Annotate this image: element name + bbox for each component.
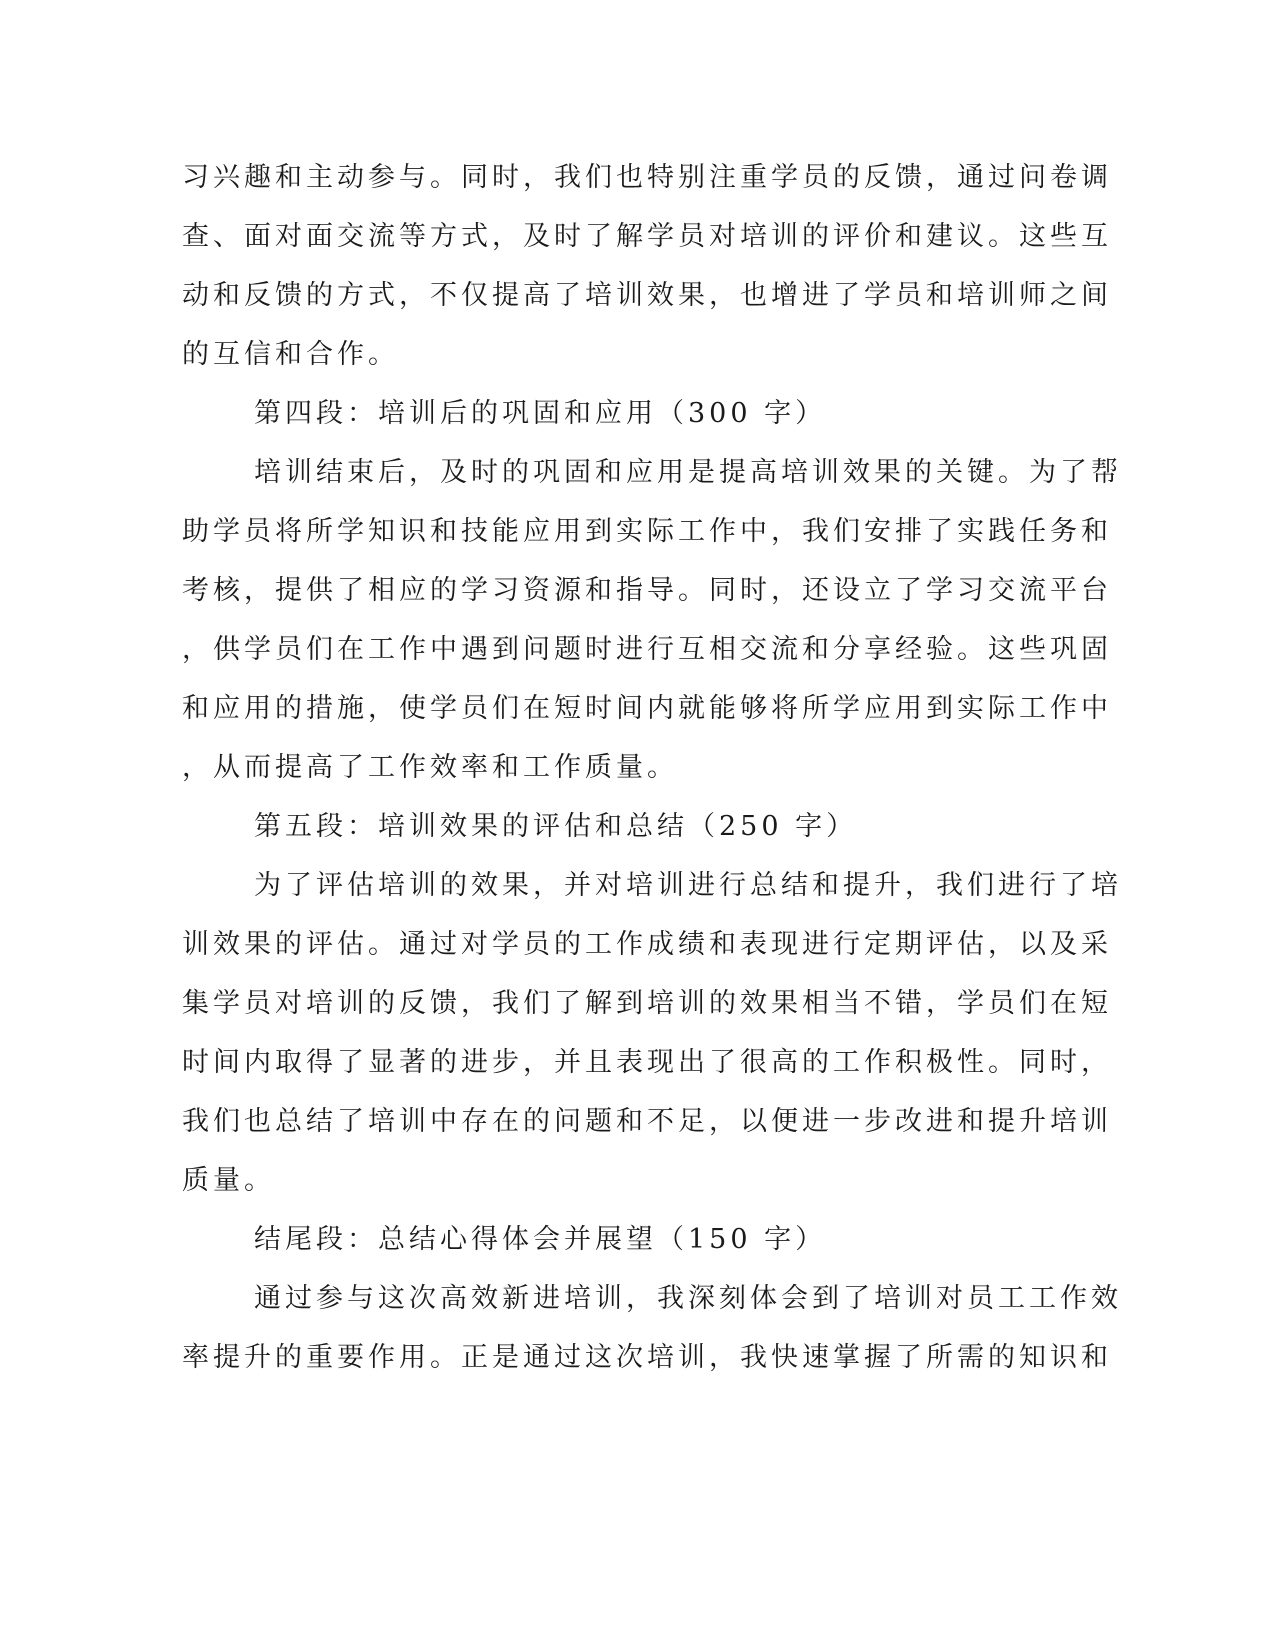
text-line-16: 质量。 <box>182 1165 275 1196</box>
text-line-8: ，供学员们在工作中遇到问题时进行互相交流和分享经验。这些巩固 <box>182 634 1112 665</box>
text-line-11: 为了评估培训的效果，并对培训进行总结和提升，我们进行了培 <box>254 870 1122 901</box>
section-heading-4: 第四段：培训后的巩固和应用（300 字） <box>254 398 827 429</box>
text-line-1: 习兴趣和主动参与。同时，我们也特别注重学员的反馈，通过问卷调 <box>182 162 1112 193</box>
text-line-5: 培训结束后，及时的巩固和应用是提高培训效果的关键。为了帮 <box>254 457 1122 488</box>
text-line-17: 通过参与这次高效新进培训，我深刻体会到了培训对员工工作效 <box>254 1283 1122 1314</box>
section-heading-ending: 结尾段：总结心得体会并展望（150 字） <box>254 1224 827 1255</box>
text-line-10: ，从而提高了工作效率和工作质量。 <box>182 752 678 783</box>
text-line-6: 助学员将所学知识和技能应用到实际工作中，我们安排了实践任务和 <box>182 516 1112 547</box>
text-line-7: 考核，提供了相应的学习资源和指导。同时，还设立了学习交流平台 <box>182 575 1112 606</box>
text-line-13: 集学员对培训的反馈，我们了解到培训的效果相当不错，学员们在短 <box>182 988 1112 1019</box>
text-line-3: 动和反馈的方式，不仅提高了培训效果，也增进了学员和培训师之间 <box>182 280 1112 311</box>
text-line-4: 的互信和合作。 <box>182 339 399 370</box>
text-line-9: 和应用的措施，使学员们在短时间内就能够将所学应用到实际工作中 <box>182 693 1112 724</box>
text-line-15: 我们也总结了培训中存在的问题和不足，以便进一步改进和提升培训 <box>182 1106 1112 1137</box>
text-line-18: 率提升的重要作用。正是通过这次培训，我快速掌握了所需的知识和 <box>182 1342 1112 1373</box>
text-line-12: 训效果的评估。通过对学员的工作成绩和表现进行定期评估，以及采 <box>182 929 1112 960</box>
text-line-14: 时间内取得了显著的进步，并且表现出了很高的工作积极性。同时， <box>182 1047 1112 1078</box>
text-line-2: 查、面对面交流等方式，及时了解学员对培训的评价和建议。这些互 <box>182 221 1112 252</box>
section-heading-5: 第五段：培训效果的评估和总结（250 字） <box>254 811 858 842</box>
